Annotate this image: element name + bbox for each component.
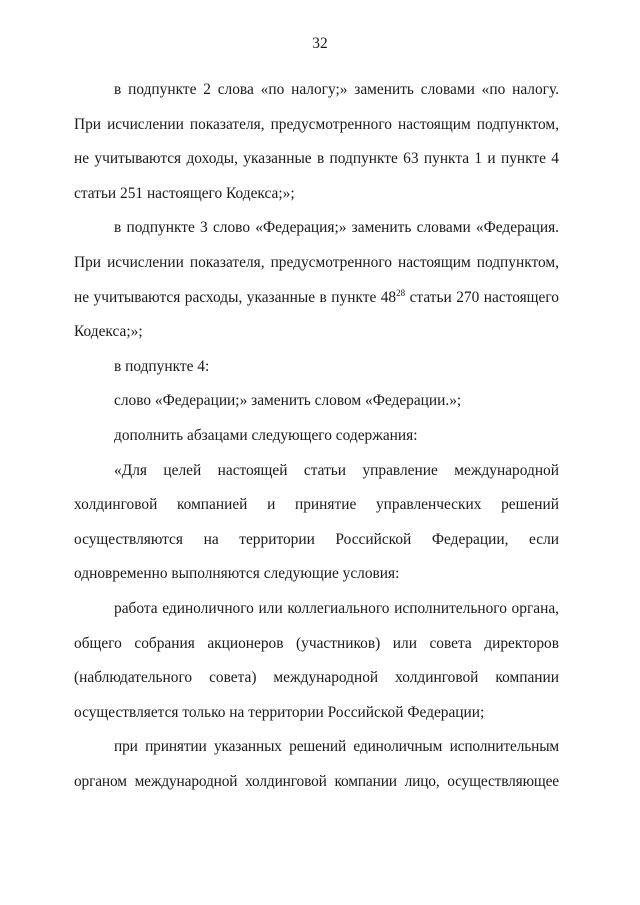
paragraph-subpoint-4: в подпункте 4: [114, 357, 210, 375]
superscript-28: 28 [396, 287, 406, 298]
paragraph-executive-body: работа единоличного или коллегиального исполнительного органа, общего собрания акционеров (участников) или совета директоров (наблюдательного совета) международной холдинговой компании осуществляется только на территории Российской Федерации; [74, 599, 559, 721]
paragraph-subpoint-3-tail: статьи 270 настоящего Кодекса;»; [74, 288, 559, 341]
paragraph-subpoint-2: в подпункте 2 слова «по налогу;» заменить словами «по налогу. При исчислении показателя, предусмотренного настоящим подпунктом, не учитываются доходы, указанные в подпункте 63 пункта 1 и пункте 4 статьи 251 настоящего Кодекса;»; [74, 81, 559, 202]
paragraph-subpoint-3-text: в подпункте 3 слово «Федерация;» заменить словами «Федерация. При исчислении показателя, предусмотренного настоящим подпунктом, не учитываются расходы, указанные в пункте 48 [74, 219, 559, 306]
paragraph-subpoint-3 [74, 211, 559, 349]
page-number: 32 [312, 35, 328, 52]
paragraph-holding-management: «Для целей настоящей статьи управление международной холдинговой компанией и принятие управленческих решений осуществляются на территории Российской Федерации, если одновременно выполняются следующие условия: [74, 461, 559, 583]
paragraph-word-replacement: слово «Федерации;» заменить словом «Федерации.»; [114, 392, 462, 410]
document-body [74, 73, 559, 799]
paragraph-supplement-intro: дополнить абзацами следующего содержания: [114, 426, 418, 444]
paragraph-decision-making: при принятии указанных решений единоличным исполнительным органом международной холдинговой компании лицо, осуществляющее [74, 738, 559, 790]
